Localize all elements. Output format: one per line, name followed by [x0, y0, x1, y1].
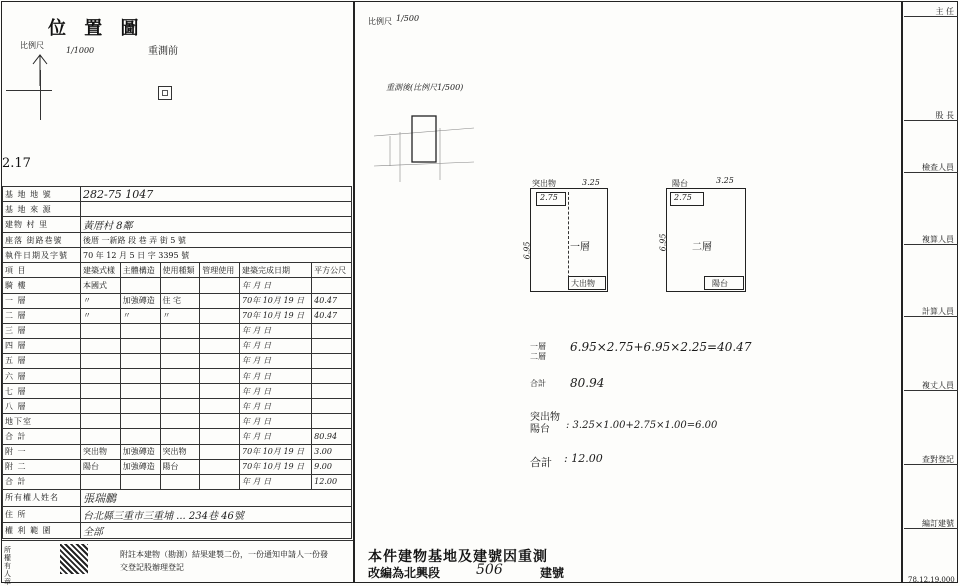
owner-value: 張瑞鵬	[81, 489, 352, 506]
approval-label: 複算人員	[922, 235, 954, 244]
floor-style	[81, 474, 121, 489]
floor-style: 突出物	[81, 444, 121, 459]
floor-date: 70年 10月 19 日	[240, 293, 312, 308]
approval-divider	[904, 528, 958, 529]
floor-style: 〃	[81, 293, 121, 308]
sidebar-frame	[902, 1, 958, 583]
floor-use	[160, 338, 200, 353]
row-value: 黃厝村 8鄰	[81, 217, 352, 233]
floor-style	[81, 369, 121, 384]
floor-mgmt	[200, 338, 240, 353]
register-row	[3, 217, 352, 233]
floor-label: 騎 樓	[3, 278, 81, 293]
floor-date: 年 月 日	[240, 338, 312, 353]
total1-label: 合計	[530, 379, 546, 388]
floor-mgmt	[200, 353, 240, 368]
floor-date: 年 月 日	[240, 414, 312, 429]
row-value: 282-75 1047	[81, 187, 352, 202]
location-scale-label: 比例尺	[20, 41, 44, 50]
approval-label: 計算人員	[922, 307, 954, 316]
floor-row	[3, 384, 352, 399]
floor-label: 四 層	[3, 338, 81, 353]
floor-mgmt	[200, 278, 240, 293]
floor-use	[160, 384, 200, 399]
approval-divider	[904, 16, 958, 17]
floor-date: 年 月 日	[240, 323, 312, 338]
floor-label: 地下室	[3, 414, 81, 429]
plan-scale-value: 1/500	[396, 14, 420, 23]
floor-style	[81, 323, 121, 338]
calc2-label: 突出物 陽台	[530, 412, 560, 435]
floor-row	[3, 278, 352, 293]
floor-use	[160, 278, 200, 293]
before-resurvey-label: 重測前	[148, 46, 178, 57]
map-corner-label: 2.17	[2, 156, 31, 171]
floor-use	[160, 399, 200, 414]
scope-value: 全部	[81, 522, 352, 538]
floor-struct: 加強磚造	[120, 459, 160, 474]
approval-label: 複丈人員	[922, 381, 954, 390]
floor-row	[3, 353, 352, 368]
floor-style	[81, 353, 121, 368]
row-value: 後厝 一新路 段 巷 弄 街 5 號	[81, 233, 352, 248]
header-cell: 建築式樣	[81, 263, 121, 278]
floor1-inner-dim: 2.75	[540, 193, 558, 202]
floor-row	[3, 444, 352, 459]
floor-row	[3, 474, 352, 489]
floor-mgmt	[200, 369, 240, 384]
floor-mgmt	[200, 308, 240, 323]
floor-label: 八 層	[3, 399, 81, 414]
map-axis-vertical	[40, 70, 41, 120]
floor-label: 二 層	[3, 308, 81, 323]
floor-row	[3, 429, 352, 444]
floor-area: 9.00	[312, 459, 352, 474]
floor-row	[3, 459, 352, 474]
floor-struct	[120, 353, 160, 368]
floor-mgmt	[200, 323, 240, 338]
floor-struct	[120, 369, 160, 384]
floor-struct	[120, 384, 160, 399]
floor-area: 40.47	[312, 293, 352, 308]
floor-style: 本國式	[81, 278, 121, 293]
floor-label: 五 層	[3, 353, 81, 368]
floor-row	[3, 414, 352, 429]
floor-use: 住 宅	[160, 293, 200, 308]
floor2-balcony-label: 陽台	[712, 279, 728, 288]
parcel-sketch	[370, 100, 480, 185]
scope-label: 權 利 範 圍	[3, 522, 81, 538]
floor-date: 年 月 日	[240, 384, 312, 399]
owner-row	[3, 489, 352, 506]
floor1-label: 一層	[570, 242, 590, 253]
register-note: 附註本建物（勘測）結果建製二份，一份通知申請人一份發交登記股辦理登記	[120, 550, 328, 572]
floor-mgmt	[200, 414, 240, 429]
floor-date: 年 月 日	[240, 353, 312, 368]
approval-divider	[904, 244, 958, 245]
note-divider	[2, 540, 353, 541]
total2-label: 合計	[530, 456, 552, 469]
address-value: 台北縣三重市三重埔 ... 234巷 46號	[81, 506, 352, 522]
floor-struct	[120, 338, 160, 353]
register-table	[2, 186, 352, 539]
location-scale-value: 1/1000	[66, 46, 95, 55]
floor-area	[312, 414, 352, 429]
floor-date: 70年 10月 19 日	[240, 459, 312, 474]
floor-style	[81, 429, 121, 444]
floor-row	[3, 369, 352, 384]
floor-label: 一 層	[3, 293, 81, 308]
plan-scale-label: 比例尺	[368, 17, 392, 26]
floor-row	[3, 293, 352, 308]
floor-date: 年 月 日	[240, 429, 312, 444]
table-header-row	[3, 263, 352, 278]
floor-rows	[3, 278, 352, 489]
floor-style	[81, 399, 121, 414]
floor-label: 附 一	[3, 444, 81, 459]
floor-struct	[120, 429, 160, 444]
resurvey-statement: 本件建物基地及建號因重測	[368, 549, 548, 565]
floor-use	[160, 323, 200, 338]
new-building-number: 506	[476, 562, 503, 578]
register-row	[3, 187, 352, 202]
floor-area	[312, 399, 352, 414]
header-cell: 使用種類	[160, 263, 200, 278]
floor-struct	[120, 323, 160, 338]
seal-label: 所權有人章	[4, 546, 11, 586]
floor-label: 合 計	[3, 474, 81, 489]
floor-struct	[120, 414, 160, 429]
floor-area	[312, 384, 352, 399]
floor-date: 年 月 日	[240, 278, 312, 293]
floor2-label: 二層	[692, 242, 712, 253]
floor-row	[3, 308, 352, 323]
floor-area	[312, 338, 352, 353]
row-label: 座落 街路巷號	[3, 233, 81, 248]
floor2-inner-dim: 2.75	[674, 193, 692, 202]
floor-date: 70年 10月 19 日	[240, 308, 312, 323]
approval-divider	[904, 120, 958, 121]
floor-style: 〃	[81, 308, 121, 323]
total1-value: 80.94	[570, 376, 605, 390]
floor-area	[312, 353, 352, 368]
register-row	[3, 202, 352, 217]
floor-struct: 加強磚造	[120, 293, 160, 308]
floor-label: 三 層	[3, 323, 81, 338]
floor-style	[81, 338, 121, 353]
floor-label: 七 層	[3, 384, 81, 399]
approval-divider	[904, 316, 958, 317]
floor-struct	[120, 278, 160, 293]
approval-divider	[904, 464, 958, 465]
floor-date: 年 月 日	[240, 369, 312, 384]
floor2-protrusion-label: 陽台	[672, 179, 688, 188]
floor-use: 〃	[160, 308, 200, 323]
floor-area	[312, 323, 352, 338]
floor-date: 年 月 日	[240, 399, 312, 414]
approval-label: 編訂建號	[922, 519, 954, 528]
total2-value: : 12.00	[564, 452, 603, 465]
floor-use	[160, 369, 200, 384]
floor-area: 80.94	[312, 429, 352, 444]
floor-mgmt	[200, 459, 240, 474]
row-label: 建物 村 里	[3, 217, 81, 233]
floor-date: 年 月 日	[240, 474, 312, 489]
floor-use	[160, 429, 200, 444]
floor-use	[160, 414, 200, 429]
approval-label: 檢查人員	[922, 163, 954, 172]
header-cell: 建築完成日期	[240, 263, 312, 278]
floor-date: 70年 10月 19 日	[240, 444, 312, 459]
calc2-formula: : 3.25×1.00+2.75×1.00=6.00	[566, 420, 718, 431]
register-row	[3, 233, 352, 248]
row-label: 基 地 地 號	[3, 187, 81, 202]
register-row	[3, 248, 352, 263]
floor-row	[3, 323, 352, 338]
calc1-label: 一層 二層	[530, 342, 546, 361]
floor-area: 12.00	[312, 474, 352, 489]
floor-area	[312, 369, 352, 384]
approval-label: 查對登記	[922, 455, 954, 464]
address-label: 住 所	[3, 506, 81, 522]
footer-code: 78.12.19.000	[908, 576, 955, 584]
header-cell: 管理使用	[200, 263, 240, 278]
floor-use	[160, 353, 200, 368]
approval-divider	[904, 390, 958, 391]
floor-area: 40.47	[312, 308, 352, 323]
row-label: 執件日期及字號	[3, 248, 81, 263]
floor-use: 突出物	[160, 444, 200, 459]
floor-row	[3, 338, 352, 353]
approval-label: 股 長	[935, 111, 954, 120]
row-label: 基 地 來 源	[3, 202, 81, 217]
floor-struct: 〃	[120, 308, 160, 323]
location-map-title: 位 置 圖	[48, 18, 145, 39]
header-cell: 主體構造	[120, 263, 160, 278]
floor1-divider	[568, 192, 569, 288]
floor1-stair-label: 大出物	[571, 279, 595, 288]
row-value	[81, 202, 352, 217]
new-section-label: 改編為北興段	[368, 566, 441, 580]
calc1-formula: 6.95×2.75+6.95×2.25=40.47	[570, 340, 752, 354]
approval-divider	[904, 172, 958, 173]
floor-label: 合 計	[3, 429, 81, 444]
floor-style	[81, 384, 121, 399]
floor1-protrusion-label: 突出物	[532, 179, 556, 188]
floor-label: 六 層	[3, 369, 81, 384]
floor-area	[312, 278, 352, 293]
floor-struct: 加強磚造	[120, 444, 160, 459]
floor-use	[160, 474, 200, 489]
parcel-marker-icon	[158, 86, 172, 100]
floor-mgmt	[200, 474, 240, 489]
floor-struct	[120, 399, 160, 414]
floor-style: 陽台	[81, 459, 121, 474]
floor1-top-dim: 3.25	[582, 178, 600, 187]
floor-mgmt	[200, 444, 240, 459]
floor-struct	[120, 474, 160, 489]
owner-label: 所有權人姓名	[3, 489, 81, 506]
approval-label: 主 任	[935, 7, 954, 16]
floor-label: 附 二	[3, 459, 81, 474]
floor-area: 3.00	[312, 444, 352, 459]
map-axis-horizontal	[6, 90, 52, 91]
floor1-side-dim: 6.95	[522, 241, 532, 260]
floor2-top-dim: 3.25	[716, 176, 734, 185]
floor-row	[3, 399, 352, 414]
floor-mgmt	[200, 384, 240, 399]
floor2-side-dim: 6.95	[658, 233, 668, 252]
after-resurvey-label: 重測後(比例尺1/500)	[386, 83, 464, 92]
header-cell: 項 目	[3, 263, 81, 278]
address-row	[3, 506, 352, 522]
row-value: 70 年 12 月 5 日 字 3395 號	[81, 248, 352, 263]
header-cell: 平方公尺	[312, 263, 352, 278]
building-number-suffix: 建號	[540, 566, 565, 580]
floor-mgmt	[200, 429, 240, 444]
floor-mgmt	[200, 399, 240, 414]
owner-seal-stamp	[60, 544, 88, 574]
floor-style	[81, 414, 121, 429]
floor-use: 陽台	[160, 459, 200, 474]
floor-mgmt	[200, 293, 240, 308]
scope-row	[3, 522, 352, 538]
